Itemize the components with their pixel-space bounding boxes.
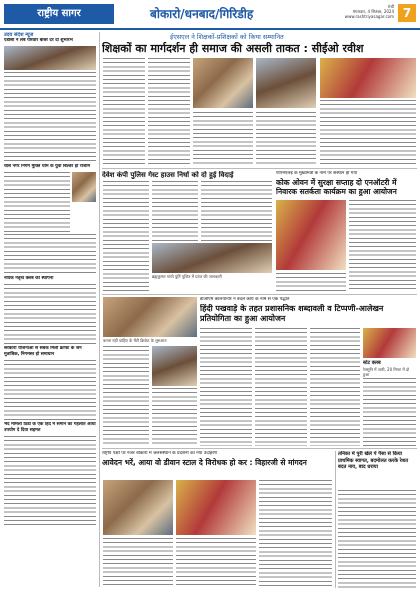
lower-caption: करता नहीं चाहिए के मेंटी क्रिकेट के शुरुआत (103, 338, 167, 343)
top-photo-2 (256, 58, 316, 108)
newspaper-brand: राष्ट्रीय सागर (4, 4, 114, 24)
left-headline-3: नायक नेतृत्व क्लब की स्थापना (4, 276, 54, 281)
left-column (4, 32, 96, 587)
masthead-rule (0, 28, 420, 30)
top-kicker: ईएसएल ने शिक्षकों-प्रशिक्षकों को किया सम्मानित (170, 33, 284, 41)
top-body-1 (103, 58, 145, 166)
mid-body-1 (103, 181, 149, 291)
bottom-side-headline: तनिका में पुरी खेले पें पैसा से किया प्राथमिक स्वागत, बदमोलत करके रेशत बदत नाय, बाद धराया (338, 451, 409, 470)
mid-body-3 (201, 181, 272, 241)
bottom-body-1 (103, 538, 173, 588)
left-photo (4, 46, 96, 70)
website-text: www.rashtriyasagar.com (344, 14, 394, 19)
edition-title: बोकारो/धनबाद/गिरिडीह (150, 7, 254, 21)
left-headline-5: भेद मामला ठिडा के एक हिंद में समान का गहलोत आधा उपयोग दे दिया सहमत (4, 422, 96, 433)
mid-divider (102, 294, 417, 295)
left-body-5 (4, 360, 96, 420)
mid-right-body-1 (349, 200, 416, 290)
masthead (0, 0, 420, 30)
left-headline-4: सरकारी योजनाओं से सबक मिली क्राफ्ट के जन मुताबिक, निगमस्त हो समाधान (4, 346, 82, 357)
left-portrait (72, 172, 96, 202)
lower-body-5 (310, 328, 360, 446)
mid-left-headline: देवेश कंपी पुलिस गेस्ट हाउस निर्धा को दो हुई विदाई (102, 171, 234, 179)
top-headline: शिक्षकों का मार्गदर्शन ही समाज की असली ताकत : सीईओ रवीश (102, 42, 364, 55)
bottom-body-3 (259, 480, 332, 588)
lower-photo-2 (152, 346, 197, 386)
right-brief-body (363, 378, 416, 446)
left-body-6 (4, 436, 96, 526)
lower-photo-1 (103, 297, 197, 337)
date-text: रांची मंगलवार, 4 सितंबर, 2024 (352, 4, 394, 14)
bottom-side-body (338, 490, 416, 588)
left-body-3 (4, 234, 96, 274)
lower-body-3 (200, 328, 252, 446)
bottom-photo-2 (176, 480, 256, 535)
lower-body-1 (103, 346, 149, 446)
top-body-5 (320, 100, 416, 166)
left-section-label: उदय संदेश न्यूज (4, 32, 34, 38)
lower-kicker: डीजीएम कोलयानरि ने बदल कार्य के नाम से एक पद्धति (200, 297, 290, 302)
lower-divider (102, 448, 417, 449)
left-body-1 (4, 72, 96, 162)
right-brief-line: रेतसुनि में जारी, 20 मिनट में दो हुआ (363, 367, 410, 377)
lower-body-2 (152, 388, 197, 446)
bottom-headline: आवेदन भरें, आया वो डीवान स्टाल दे विरोधक हो कर : विहारजी से मांगदन (102, 458, 307, 467)
mid-right-photo (276, 200, 346, 270)
mid-right-body-2 (276, 273, 346, 293)
bottom-body-2 (176, 538, 256, 588)
mid-right-headline: कोक ओवन में सुरक्षा सप्ताह दो एनऑटरी में निवारक सतर्कता कार्यक्रम का हुआ आयोजन (276, 178, 397, 196)
left-body-2 (4, 172, 70, 232)
bottom-kicker: राष्ट्रीय पक्षी पर नजर बोकारो में जलसंस्थान के प्रदर्शनी का नया उदाहरण (102, 451, 218, 456)
left-headline-2: चास नगर निगम मुक्ति धाम के युवा बिल्डर हो राजाम (4, 164, 91, 169)
top-divider (102, 168, 417, 169)
mid-right-kicker: पीएमएलई के मुख्यमंत्री के नाम पर संस्थान हो गया (276, 171, 358, 176)
left-body-4 (4, 284, 96, 344)
top-photo-1 (193, 58, 253, 108)
top-photo-3 (320, 58, 416, 98)
top-body-4 (256, 112, 316, 166)
right-brief-photo (363, 328, 416, 358)
bottom-column-divider (335, 451, 336, 588)
bottom-photo-1 (103, 480, 173, 535)
top-body-2 (148, 58, 190, 166)
issue-date (320, 4, 394, 19)
mid-photo-caption: ब्रह्मकुमार गांधी पुर्ति पूजित में प्राप्त की जानकारी (152, 274, 222, 279)
lower-body-4 (255, 328, 307, 446)
mid-body-2 (152, 181, 198, 241)
lower-headline: हिंदी पखवाड़े के तहत प्रशासनिक शब्दावली व टिप्पणी-आलेखन प्रतियोगिता का हुआ आयोजन (200, 304, 384, 323)
page-number: 7 (398, 4, 416, 22)
left-headline-1: एडीसी ने लैब परिवार बाबर दर दो शुभारंभ (4, 38, 73, 43)
mid-photo (152, 243, 272, 273)
top-body-3 (193, 112, 253, 166)
column-divider (99, 32, 100, 587)
right-brief-headline: स्टेट क्लब (363, 360, 381, 366)
